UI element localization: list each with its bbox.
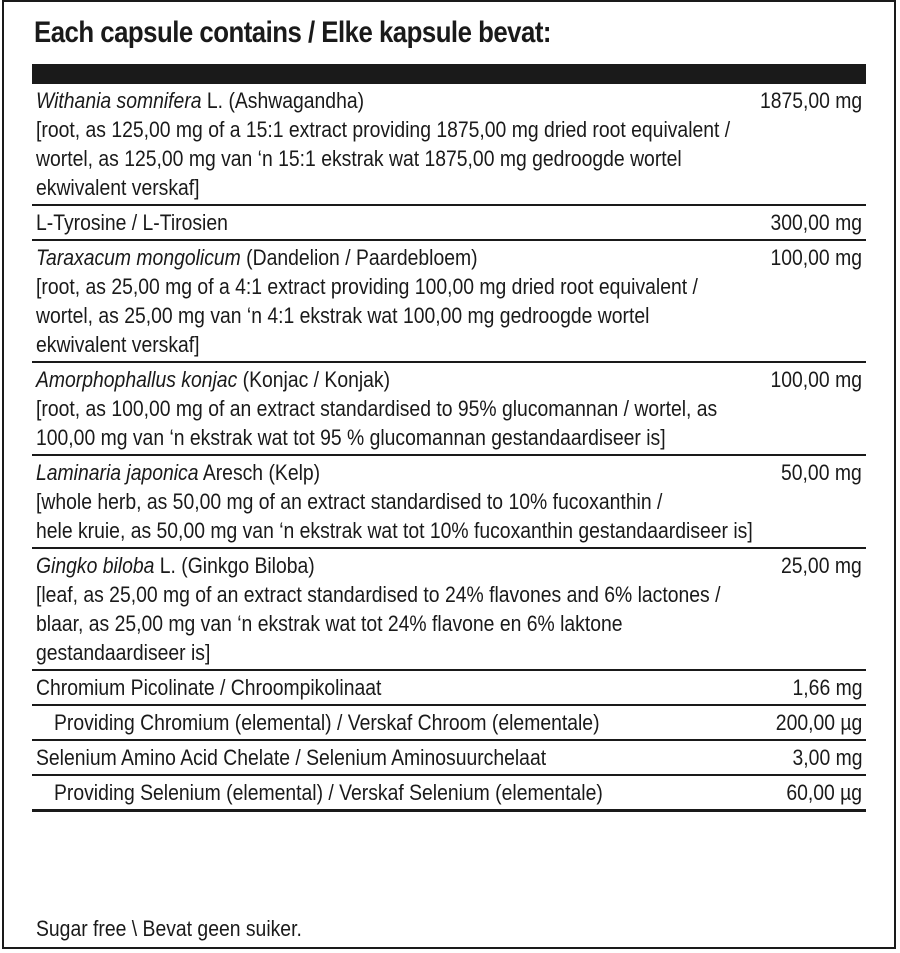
- ingredient-amount: 100,00 mg: [770, 367, 862, 392]
- ingredient-row-ginkgo: [32, 549, 866, 671]
- ingredient-detail: wortel, as 125,00 mg van ‘n 15:1 ekstrak wat 1875,00 mg gedroogde wortel: [36, 146, 682, 171]
- ingredient-amount: 25,00 mg: [781, 553, 862, 578]
- ingredient-name: Withania somnifera L. (Ashwagandha): [36, 88, 365, 113]
- mineral-name: Chromium Picolinate / Chroompikolinaat: [36, 675, 382, 700]
- mineral-name: Selenium Amino Acid Chelate / Selenium Aminosuurchelaat: [36, 745, 547, 770]
- mineral-amount: 200,00 µg: [775, 710, 862, 735]
- mineral-amount: 3,00 mg: [792, 745, 862, 770]
- ingredient-amount: 300,00 mg: [770, 210, 862, 235]
- ingredient-detail: [root, as 125,00 mg of a 15:1 extract providing 1875,00 mg dried root equivalent /: [36, 117, 731, 142]
- mineral-name: Providing Chromium (elemental) / Verskaf Chroom (elementale): [54, 710, 600, 735]
- mineral-row-chromium-elemental: [32, 706, 866, 741]
- header-bar: [32, 64, 866, 84]
- ingredient-row-tyrosine: [32, 206, 866, 241]
- mineral-row-selenium-chelate: [32, 741, 866, 776]
- mineral-amount: 60,00 µg: [786, 780, 862, 805]
- mineral-amount: 1,66 mg: [792, 675, 862, 700]
- ingredient-row-ashwagandha: [32, 84, 866, 206]
- ingredient-name: Amorphophallus konjac (Konjac / Konjak): [36, 367, 391, 392]
- ingredient-name: Taraxacum mongolicum (Dandelion / Paardebloem): [36, 245, 478, 270]
- supplement-facts-panel: [2, 0, 896, 949]
- ingredient-amount: 1875,00 mg: [759, 88, 862, 113]
- ingredient-row-konjac: [32, 363, 866, 456]
- ingredient-name: L-Tyrosine / L-Tirosien: [36, 210, 228, 235]
- ingredient-detail: gestandaardiseer is]: [36, 640, 211, 665]
- sugar-free-note: Sugar free \ Bevat geen suiker.: [36, 916, 302, 941]
- ingredient-name: Laminaria japonica Aresch (Kelp): [36, 460, 321, 485]
- ingredient-detail: [root, as 25,00 mg of a 4:1 extract providing 100,00 mg dried root equivalent /: [36, 274, 698, 299]
- ingredient-detail: [whole herb, as 50,00 mg of an extract standardised to 10% fucoxanthin /: [36, 489, 663, 514]
- ingredient-detail: [leaf, as 25,00 mg of an extract standardised to 24% flavones and 6% lactones /: [36, 582, 721, 607]
- ingredient-detail: 100,00 mg van ‘n ekstrak wat tot 95 % glucomannan gestandaardiseer is]: [36, 425, 666, 450]
- ingredient-detail: ekwivalent verskaf]: [36, 175, 200, 200]
- mineral-name: Providing Selenium (elemental) / Verskaf Selenium (elementale): [54, 780, 603, 805]
- panel-title: Each capsule contains / Elke kapsule bevat:: [34, 16, 551, 49]
- mineral-row-chromium-picolinate: [32, 671, 866, 706]
- ingredient-detail: ekwivalent verskaf]: [36, 332, 200, 357]
- ingredient-detail: blaar, as 25,00 mg van ‘n ekstrak wat tot 24% flavone en 6% laktone: [36, 611, 623, 636]
- ingredient-amount: 50,00 mg: [781, 460, 862, 485]
- ingredient-detail: [root, as 100,00 mg of an extract standardised to 95% glucomannan / wortel, as: [36, 396, 718, 421]
- ingredient-table: [32, 84, 866, 812]
- ingredient-amount: 100,00 mg: [770, 245, 862, 270]
- ingredient-row-dandelion: [32, 241, 866, 363]
- ingredient-row-kelp: [32, 456, 866, 549]
- mineral-row-selenium-elemental: [32, 776, 866, 812]
- ingredient-name: Gingko biloba L. (Ginkgo Biloba): [36, 553, 315, 578]
- ingredient-detail: hele kruie, as 50,00 mg van ‘n ekstrak wat tot 10% fucoxanthin gestandaardiseer is]: [36, 518, 753, 543]
- ingredient-detail: wortel, as 25,00 mg van ‘n 4:1 ekstrak wat 100,00 mg gedroogde wortel: [36, 303, 650, 328]
